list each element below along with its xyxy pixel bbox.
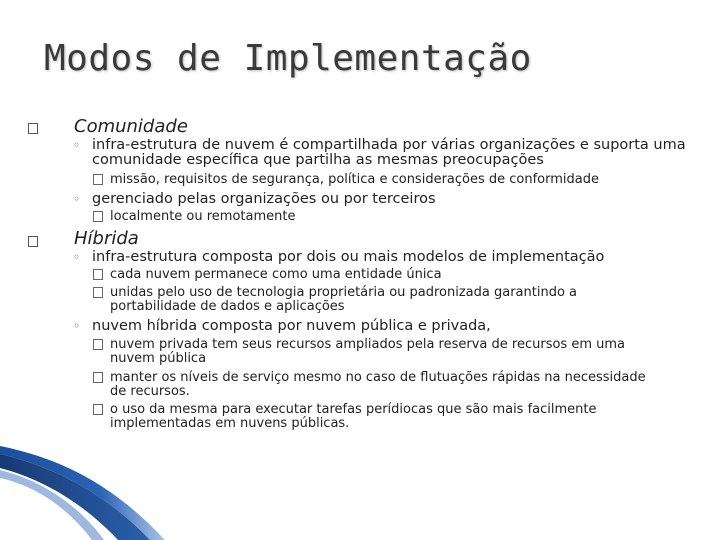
square-bullet-icon [93,269,103,280]
list-subitem-text: o uso da mesma para executar tarefas perídiocas que são mais facilmente implementadas em nuvens públicas. [110,402,597,431]
circle-bullet-icon: ◦ [73,138,81,152]
list-subitem [110,210,700,224]
list-item-text: infra-estrutura composta por dois ou mais modelos de implementação [92,249,605,265]
square-bullet-icon [93,372,103,383]
list-subitem [110,371,660,399]
list-item [73,318,692,334]
list-item [73,137,692,168]
list-subitem-text: nuvem privada tem seus recursos ampliados pela reserva de recursos em uma nuvem pública [110,337,625,366]
list-item [73,249,692,265]
list-subitem-text: localmente ou remotamente [110,209,296,224]
list-subitem [110,403,660,431]
square-bullet-icon [93,211,103,222]
slide-title: Modos de Implementação [44,38,532,79]
list-subitem [110,268,660,282]
section-bullet-icon [28,123,38,134]
list-subitem [110,286,660,314]
list-item-text: gerenciado pelas organizações ou por terceiros [92,191,436,207]
list-subitem-text: cada nuvem permanece como uma entidade única [110,267,442,282]
circle-bullet-icon: ◦ [73,319,81,333]
square-bullet-icon [93,287,103,298]
section-heading-hibrida: Híbrida [74,228,139,249]
list-subitem [110,338,660,366]
list-item-text: nuvem híbrida composta por nuvem pública e privada, [92,318,491,334]
list-item-text: infra-estrutura de nuvem é compartilhada por várias organizações e suporta uma comunidade específica que partilha as mesmas preocupações [92,137,686,168]
section-heading-comunidade: Comunidade [74,116,188,137]
square-bullet-icon [93,174,103,185]
decorative-swoosh [0,440,720,540]
list-subitem-text: missão, requisitos de segurança, política e considerações de conformidade [110,172,599,187]
list-subitem-text: unidas pelo uso de tecnologia proprietária ou padronizada garantindo a portabilidade de dados e aplicações [110,285,578,314]
list-subitem [110,173,700,187]
circle-bullet-icon: ◦ [73,192,81,206]
list-subitem-text: manter os níveis de serviço mesmo no caso de flutuações rápidas na necessidade de recursos. [110,370,646,399]
square-bullet-icon [93,339,103,350]
list-item [73,191,692,207]
square-bullet-icon [93,404,103,415]
section-bullet-icon [28,236,38,247]
circle-bullet-icon: ◦ [73,250,81,264]
